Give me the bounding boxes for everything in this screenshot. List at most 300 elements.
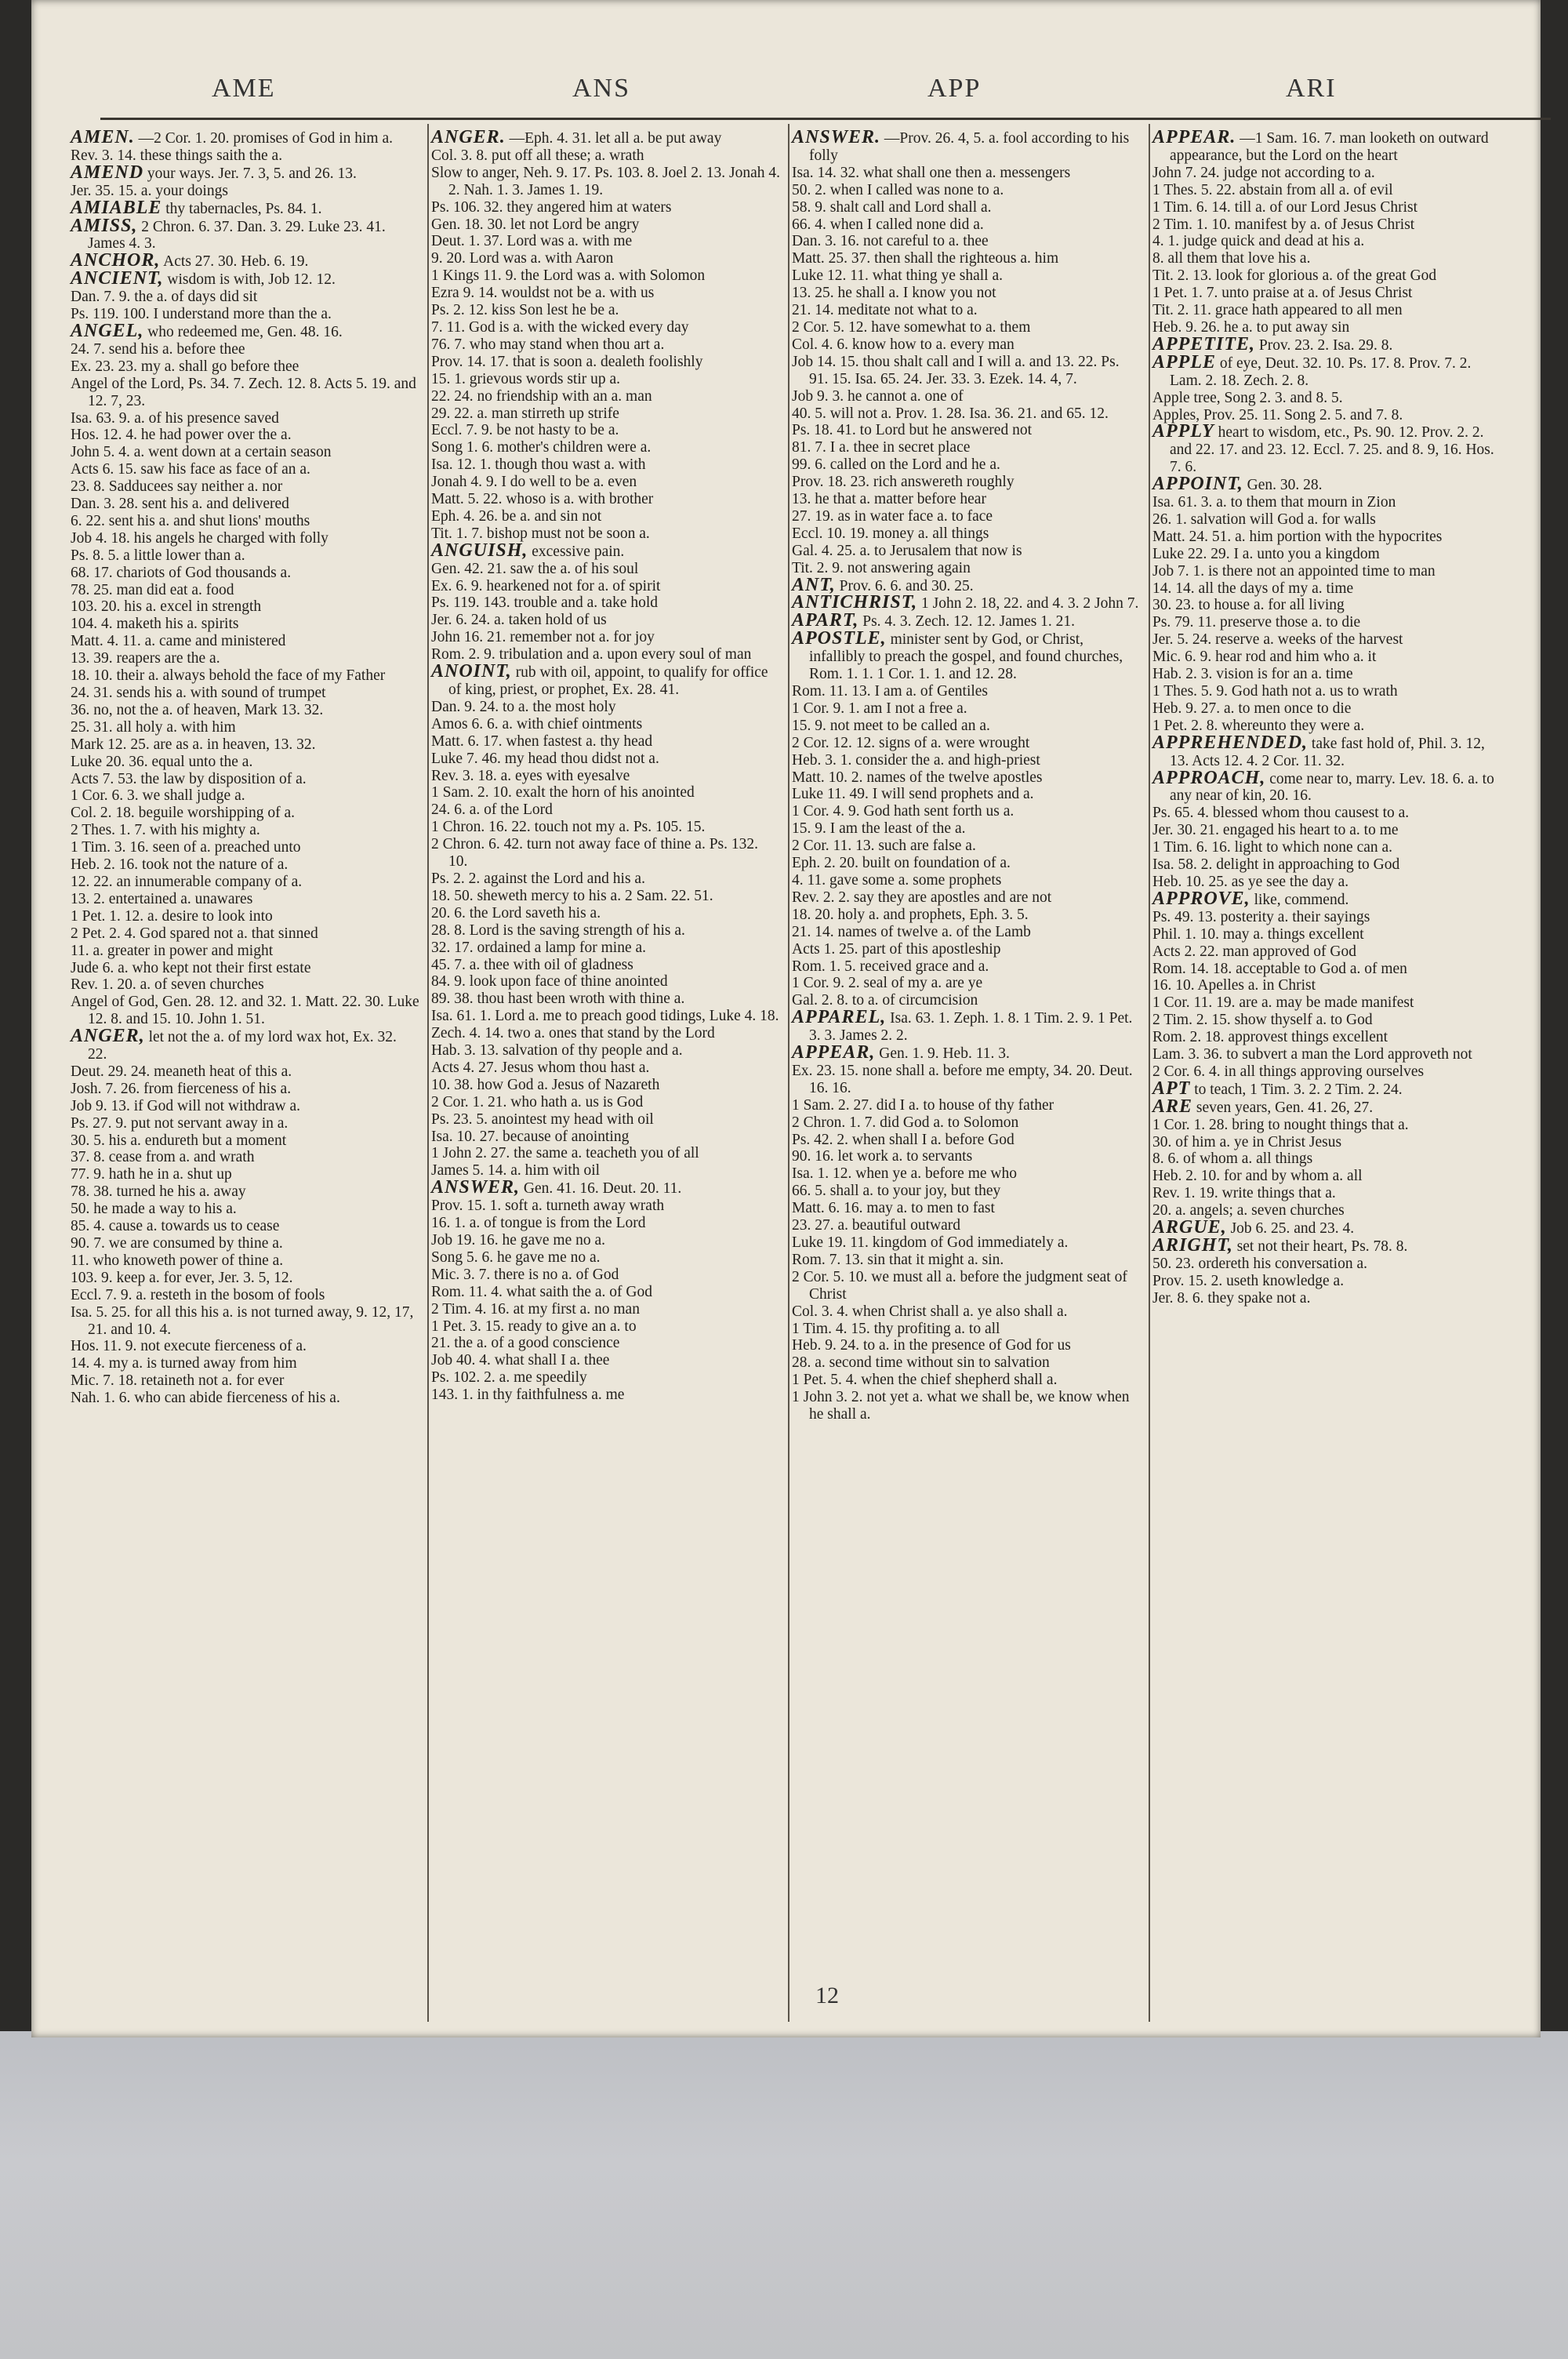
entry-text: —1 Sam. 16. 7. man looketh on outward appearance, but the Lord on the heart	[1170, 130, 1489, 164]
entry-text: 13. 39. reapers are the a.	[71, 650, 220, 667]
column-4	[1152, 129, 1501, 1307]
entry-text: 1 Tim. 6. 14. till a. of our Lord Jesus Christ	[1152, 198, 1418, 216]
column-divider	[788, 124, 789, 2022]
entry-text: Angel of God, Gen. 28. 12. and 32. 1. Matt. 22. 30. Luke 12. 8. and 15. 10. John 1. 51.	[71, 994, 419, 1028]
concordance-entry	[71, 943, 419, 960]
entry-text: 15. 9. I am the least of the a.	[792, 820, 966, 838]
entry-text: John 7. 24. judge not according to a.	[1152, 164, 1375, 181]
entry-text: Slow to anger, Neh. 9. 17. Ps. 103. 8. Joel 2. 13. Jonah 4. 2. Nah. 1. 3. James 1. 19.	[431, 164, 780, 198]
concordance-entry	[1152, 1168, 1501, 1185]
entry-text: 1 Pet. 3. 15. ready to give an a. to	[431, 1318, 637, 1335]
entry-text: 50. 2. when I called was none to a.	[792, 181, 1004, 198]
concordance-entry	[792, 267, 1141, 285]
concordance-entry	[71, 771, 419, 788]
concordance-entry	[71, 1081, 419, 1098]
concordance-entry	[431, 594, 780, 612]
entry-text: 18. 50. sheweth mercy to his a. 2 Sam. 22. 51.	[431, 887, 713, 904]
concordance-entry	[71, 496, 419, 513]
concordance-entry	[792, 233, 1141, 250]
entry-text: Luke 22. 29. I a. unto you a kingdom	[1152, 545, 1380, 562]
entry-text: Isa. 58. 2. delight in approaching to God	[1152, 856, 1400, 874]
entry-text: Rom. 11. 13. I am a. of Gentiles	[792, 683, 989, 700]
concordance-entry	[792, 354, 1141, 388]
entry-text: Ps. 42. 2. when shall I a. before God	[792, 1131, 1014, 1148]
entry-text: 1 Pet. 1. 12. a. desire to look into	[71, 907, 273, 925]
entry-text: Ps. 2. 2. against the Lord and his a.	[431, 870, 645, 887]
concordance-entry	[431, 456, 780, 474]
entry-text: Tit. 1. 7. bishop must not be soon a.	[431, 525, 650, 542]
entry-text: Hos. 11. 9. not execute fierceness of a.	[71, 1338, 307, 1355]
concordance-entry	[431, 165, 780, 199]
concordance-entry	[71, 1149, 419, 1166]
concordance-entry	[792, 165, 1141, 182]
entry-text: 14. 4. my a. is turned away from him	[71, 1355, 297, 1372]
concordance-entry	[792, 769, 1141, 787]
concordance-entry	[71, 341, 419, 358]
concordance-entry	[71, 427, 419, 444]
concordance-entry	[1152, 666, 1501, 683]
entry-text: Prov. 23. 2. Isa. 29. 8.	[1258, 336, 1393, 354]
entry-text: Matt. 6. 16. may a. to men to fast	[792, 1200, 995, 1217]
headword-entry	[71, 162, 419, 183]
concordance-entry	[792, 1097, 1141, 1114]
entry-text: Eph. 4. 26. be a. and sin not	[431, 507, 602, 525]
concordance-entry	[792, 543, 1141, 560]
concordance-entry	[792, 752, 1141, 769]
headword-entry	[1152, 1235, 1501, 1256]
entry-text: Jer. 5. 24. reserve a. weeks of the harvest	[1152, 631, 1403, 649]
concordance-entry	[71, 598, 419, 616]
entry-text: 50. he made a way to his a.	[71, 1201, 237, 1218]
entry-text: 7. 11. God is a. with the wicked every day	[431, 318, 689, 336]
entry-text: Col. 2. 18. beguile worshipping of a.	[71, 805, 295, 822]
concordance-entry	[792, 319, 1141, 336]
concordance-entry	[792, 302, 1141, 319]
concordance-entry	[431, 940, 780, 957]
concordance-entry	[71, 719, 419, 736]
entry-text: 1 Thes. 5. 9. God hath not a. us to wrath	[1152, 683, 1398, 700]
concordance-entry	[792, 1217, 1141, 1234]
concordance-entry	[792, 422, 1141, 439]
entry-text: Job 4. 18. his angels he charged with folly	[71, 529, 328, 547]
concordance-entry	[71, 1252, 419, 1270]
entry-text: Ex. 23. 23. my a. shall go before thee	[71, 358, 299, 375]
entry-text: Rom. 2. 18. approvest things excellent	[1152, 1029, 1388, 1046]
entry-text: 2 Thes. 1. 7. with his mighty a.	[71, 822, 260, 839]
entry-text: 1 Cor. 9. 2. seal of my a. are ye	[792, 975, 983, 992]
concordance-entry	[1152, 994, 1501, 1012]
entry-text: Jer. 6. 24. a. taken hold of us	[431, 612, 607, 629]
headword-entry	[792, 1042, 1141, 1063]
concordance-entry	[431, 1352, 780, 1369]
concordance-entry	[71, 650, 419, 667]
concordance-entry	[431, 474, 780, 491]
concordance-entry	[71, 1355, 419, 1372]
entry-text: —Prov. 26. 4, 5. a. fool according to his folly	[809, 130, 1130, 164]
concordance-entry	[71, 822, 419, 839]
entry-text: 30. 5. his a. endureth but a moment	[71, 1132, 287, 1149]
concordance-entry	[71, 754, 419, 771]
entry-text: Acts 7. 53. the law by disposition of a.	[71, 770, 307, 787]
concordance-entry	[1152, 1117, 1501, 1134]
entry-text: Isa. 61. 1. Lord a. me to preach good tidings, Luke 4. 18.	[431, 1008, 779, 1025]
entry-text: let not the a. of my lord wax hot, Ex. 32. 22.	[88, 1029, 397, 1063]
concordance-entry	[71, 616, 419, 633]
entry-text: Isa. 63. 1. Zeph. 1. 8. 1 Tim. 2. 9. 1 Pet. 3. 3. James 2. 2.	[809, 1010, 1133, 1045]
concordance-entry	[71, 1063, 419, 1081]
concordance-entry	[1152, 1150, 1501, 1168]
concordance-entry	[431, 336, 780, 354]
entry-text: 1 John 2. 18, 22. and 4. 3. 2 John 7.	[921, 595, 1139, 612]
entry-text: —Eph. 4. 31. let all a. be put away	[509, 130, 722, 147]
headword: APPETITE,	[1152, 333, 1256, 354]
entry-text: Job 7. 1. is there not an appointed time to man	[1152, 562, 1436, 580]
entry-text: Heb. 2. 16. took not the nature of a.	[71, 856, 289, 874]
entry-text: 66. 5. shall a. to your joy, but they	[792, 1183, 1001, 1200]
entry-text: 78. 38. turned he his a. away	[71, 1183, 246, 1201]
concordance-entry	[431, 768, 780, 785]
concordance-entry	[792, 285, 1141, 302]
concordance-entry	[792, 1183, 1141, 1200]
headword: ANGEL,	[71, 320, 144, 341]
entry-text: 22. 24. no friendship with an a. man	[431, 387, 652, 405]
headword: APPAREL,	[792, 1007, 887, 1028]
entry-text: Isa. 1. 12. when ye a. before me who	[792, 1165, 1017, 1183]
entry-text: Song 5. 6. he gave me no a.	[431, 1249, 601, 1266]
headword: ANT,	[792, 574, 836, 595]
entry-text: Phil. 1. 10. may a. things excellent	[1152, 925, 1364, 943]
running-head-left: AME	[212, 74, 276, 103]
concordance-entry	[71, 1098, 419, 1115]
concordance-entry	[792, 1234, 1141, 1252]
concordance-entry	[431, 578, 780, 595]
entry-text: 1 Tim. 3. 16. seen of a. preached unto	[71, 839, 301, 856]
entry-text: 103. 9. keep a. for ever, Jer. 3. 5, 12.	[71, 1269, 293, 1286]
concordance-entry	[792, 941, 1141, 958]
concordance-entry	[1152, 216, 1501, 234]
concordance-entry	[792, 1114, 1141, 1132]
entry-text: Ps. 65. 4. blessed whom thou causest to a.	[1152, 805, 1410, 822]
entry-text: 1 Pet. 2. 8. whereunto they were a.	[1152, 717, 1365, 734]
headword-entry	[1152, 1096, 1501, 1117]
concordance-entry	[431, 733, 780, 751]
concordance-entry	[71, 461, 419, 478]
entry-text: 16. 10. Apelles a. in Christ	[1152, 977, 1316, 994]
concordance-entry	[431, 1094, 780, 1111]
entry-text: 2 Pet. 2. 4. God spared not a. that sinned	[71, 925, 318, 942]
entry-text: Angel of the Lord, Ps. 34. 7. Zech. 12. 8. Acts 5. 19. and 12. 7, 23.	[71, 375, 416, 409]
concordance-entry	[431, 1060, 780, 1077]
concordance-entry	[431, 716, 780, 733]
headword: APPEAR,	[792, 1042, 876, 1063]
entry-text: 18. 20. holy a. and prophets, Eph. 3. 5.	[792, 906, 1029, 923]
entry-text: Mic. 7. 18. retaineth not a. for ever	[71, 1372, 285, 1390]
headword-entry	[431, 129, 780, 147]
headword: ARE	[1152, 1096, 1193, 1117]
entry-text: Ex. 23. 15. none shall a. before me empty, 34. 20. Deut. 16. 16.	[792, 1062, 1133, 1096]
concordance-entry	[71, 565, 419, 582]
entry-text: Gen. 1. 9. Heb. 11. 3.	[879, 1045, 1010, 1063]
concordance-entry	[71, 1338, 419, 1355]
entry-text: Eph. 2. 20. built on foundation of a.	[792, 855, 1011, 872]
concordance-entry	[431, 147, 780, 165]
entry-text: Rev. 2. 2. say they are apostles and are not	[792, 889, 1052, 906]
entry-text: 66. 4. when I called none did a.	[792, 216, 984, 233]
concordance-entry	[792, 1389, 1141, 1423]
concordance-entry	[1152, 285, 1501, 302]
entry-text: Gal. 2. 8. to a. of circumcision	[792, 992, 978, 1009]
concordance-entry	[71, 891, 419, 908]
entry-text: 99. 6. called on the Lord and he a.	[792, 456, 1000, 474]
concordance-entry	[1152, 1046, 1501, 1063]
headword-entry	[71, 320, 419, 341]
entry-text: 1 Cor. 11. 19. are a. may be made manifest	[1152, 994, 1414, 1012]
concordance-entry	[431, 1077, 780, 1094]
entry-text: 1 Cor. 6. 3. we shall judge a.	[71, 787, 245, 805]
entry-text: 20. 6. the Lord saveth his a.	[431, 904, 601, 921]
entry-text: Luke 12. 11. what thing ye shall a.	[792, 267, 1003, 285]
entry-text: 20. a. angels; a. seven churches	[1152, 1202, 1345, 1219]
entry-text: Rom. 2. 9. tribulation and a. upon every soul of man	[431, 646, 752, 663]
concordance-entry	[71, 1201, 419, 1218]
concordance-entry	[431, 1301, 780, 1318]
concordance-entry	[792, 1063, 1141, 1097]
entry-text: Ps. 27. 9. put not servant away in a.	[71, 1114, 289, 1132]
concordance-entry	[1152, 233, 1501, 250]
concordance-entry	[431, 216, 780, 234]
entry-text: Ps. 119. 100. I understand more than the a.	[71, 306, 332, 323]
entry-text: Josh. 7. 26. from fierceness of his a.	[71, 1080, 292, 1097]
concordance-entry	[1152, 805, 1501, 822]
entry-text: 2 Cor. 1. 21. who hath a. us is God	[431, 1093, 644, 1110]
entry-text: 1 Pet. 5. 4. when the chief shepherd shall a.	[792, 1372, 1058, 1389]
concordance-entry	[792, 924, 1141, 941]
concordance-entry	[431, 784, 780, 801]
running-head-third: APP	[927, 74, 982, 103]
concordance-entry	[431, 905, 780, 922]
entry-text: 1 John 3. 2. not yet a. what we shall be, we know when he shall a.	[792, 1389, 1130, 1423]
entry-text: Heb. 9. 24. to a. in the presence of God for us	[792, 1337, 1071, 1354]
concordance-entry	[1152, 1256, 1501, 1273]
entry-text: 2 Tim. 4. 16. at my first a. no man	[431, 1300, 640, 1318]
entry-text: 15. 9. not meet to be called an a.	[792, 717, 990, 734]
entry-text: 2 Tim. 2. 15. show thyself a. to God	[1152, 1012, 1373, 1029]
entry-text: 9. 20. Lord was a. with Aaron	[431, 250, 614, 267]
entry-text: 76. 7. who may stand when thou art a.	[431, 336, 665, 353]
concordance-entry	[431, 1198, 780, 1215]
concordance-entry	[792, 388, 1141, 405]
entry-text: 8. all them that love his a.	[1152, 250, 1311, 267]
headword: APT	[1152, 1078, 1191, 1099]
concordance-entry	[1152, 1063, 1501, 1081]
concordance-entry	[1152, 182, 1501, 199]
concordance-entry	[431, 1369, 780, 1387]
headword-entry	[792, 628, 1141, 683]
entry-text: Luke 20. 36. equal unto the a.	[71, 753, 253, 770]
entry-text: 103. 20. his a. excel in strength	[71, 598, 262, 616]
entry-text: 68. 17. chariots of God thousands a.	[71, 564, 292, 581]
concordance-entry	[1152, 839, 1501, 856]
concordance-entry	[792, 975, 1141, 992]
entry-text: thy tabernacles, Ps. 84. 1.	[165, 200, 322, 217]
entry-text: 50. 23. ordereth his conversation a.	[1152, 1255, 1368, 1272]
concordance-entry	[792, 182, 1141, 199]
entry-text: 23. 27. a. beautiful outward	[792, 1217, 960, 1234]
entry-text: Matt. 5. 22. whoso is a. with brother	[431, 491, 654, 508]
concordance-entry	[1152, 700, 1501, 718]
entry-text: 32. 17. ordained a lamp for mine a.	[431, 939, 646, 956]
concordance-entry	[792, 838, 1141, 855]
entry-text: Heb. 3. 1. consider the a. and high-priest	[792, 751, 1040, 769]
concordance-entry	[431, 751, 780, 768]
column-divider	[427, 124, 429, 2022]
concordance-entry	[71, 530, 419, 547]
entry-text: Heb. 10. 25. as ye see the day a.	[1152, 873, 1349, 890]
entry-text: Rev. 3. 18. a. eyes with eyesalve	[431, 767, 630, 784]
concordance-entry	[431, 957, 780, 974]
concordance-entry	[71, 1270, 419, 1287]
concordance-entry	[431, 1249, 780, 1267]
entry-text: Dan. 3. 28. sent his a. and delivered	[71, 496, 289, 513]
headword-entry	[1152, 767, 1501, 805]
entry-text: 84. 9. look upon face of thine anointed	[431, 973, 668, 990]
concordance-entry	[792, 336, 1141, 354]
entry-text: like, commend.	[1254, 891, 1349, 908]
concordance-entry	[792, 683, 1141, 700]
background-surface	[0, 2031, 1568, 2359]
concordance-entry	[792, 735, 1141, 752]
entry-text: 21. the a. of a good conscience	[431, 1335, 620, 1352]
entry-text: Nah. 1. 6. who can abide fierceness of his a.	[71, 1390, 340, 1407]
entry-text: Tit. 2. 11. grace hath appeared to all men	[1152, 302, 1403, 319]
entry-text: Ps. 4. 3. Zech. 12. 12. James 1. 21.	[862, 613, 1076, 631]
entry-text: of eye, Deut. 32. 10. Ps. 17. 8. Prov. 7. 2. Lam. 2. 18. Zech. 2. 8.	[1170, 354, 1472, 389]
entry-text: Rev. 1. 19. write things that a.	[1152, 1185, 1336, 1202]
concordance-entry	[1152, 165, 1501, 182]
headword: AMISS,	[71, 215, 138, 236]
headword: ANOINT,	[431, 661, 512, 682]
concordance-entry	[792, 1165, 1141, 1183]
column-divider	[1149, 124, 1150, 2022]
concordance-entry	[792, 700, 1141, 718]
concordance-entry	[792, 907, 1141, 924]
entry-text: Ps. 119. 143. trouble and a. take hold	[431, 594, 659, 612]
entry-text: 4. 1. judge quick and dead at his a.	[1152, 233, 1365, 250]
headword-entry	[71, 268, 419, 289]
concordance-entry	[431, 836, 780, 871]
entry-text: Gen. 18. 30. let not Lord be angry	[431, 216, 640, 233]
headword-entry	[1152, 888, 1501, 909]
entry-text: 1 Kings 11. 9. the Lord was a. with Solomon	[431, 267, 706, 285]
concordance-entry	[1152, 856, 1501, 874]
entry-text: Eccl. 10. 19. money a. all things	[792, 525, 989, 542]
entry-text: Apples, Prov. 25. 11. Song 2. 5. and 7. 8.	[1152, 406, 1403, 423]
entry-text: Matt. 6. 17. when fastest a. thy head	[431, 732, 653, 750]
concordance-entry	[431, 922, 780, 940]
concordance-entry	[792, 1132, 1141, 1149]
concordance-entry	[792, 855, 1141, 872]
entry-text: 2 Chron. 6. 37. Dan. 3. 29. Luke 23. 41. James 4. 3.	[88, 218, 386, 253]
concordance-entry	[71, 976, 419, 994]
entry-text: Prov. 6. 6. and 30. 25.	[839, 577, 974, 594]
concordance-entry	[1152, 1273, 1501, 1290]
entry-text: 45. 7. a. thee with oil of gladness	[431, 956, 633, 973]
entry-text: Jude 6. a. who kept not their first estate	[71, 959, 311, 976]
entry-text: Ps. 2. 12. kiss Son lest he be a.	[431, 302, 619, 319]
entry-text: Prov. 15. 1. soft a. turneth away wrath	[431, 1198, 665, 1215]
entry-text: Rom. 14. 18. acceptable to God a. of men	[1152, 960, 1407, 977]
concordance-entry	[792, 1354, 1141, 1372]
entry-text: 1 Chron. 16. 22. touch not my a. Ps. 105. 15.	[431, 819, 706, 836]
concordance-entry	[792, 491, 1141, 508]
header-rule	[100, 118, 1551, 120]
running-head-right: ARI	[1286, 74, 1337, 103]
entry-text: Acts 6. 15. saw his face as face of an a.	[71, 461, 310, 478]
concordance-entry	[71, 376, 419, 410]
concordance-entry	[71, 856, 419, 874]
concordance-entry	[792, 786, 1141, 803]
headword: APPOINT,	[1152, 474, 1243, 495]
concordance-entry	[792, 1372, 1141, 1389]
entry-text: minister sent by God, or Christ, infallibly to preach the gospel, and found churches, Rom. 1. 1. 1 Cor. 1. 1. and 12. 28.	[809, 631, 1123, 683]
concordance-entry	[431, 371, 780, 388]
headword: APPLE	[1152, 351, 1216, 373]
concordance-entry	[71, 667, 419, 685]
entry-text: 30. of him a. ye in Christ Jesus	[1152, 1133, 1342, 1150]
concordance-entry	[1152, 250, 1501, 267]
concordance-entry	[1152, 511, 1501, 529]
entry-text: 28. 8. Lord is the saving strength of his a.	[431, 921, 685, 939]
headword: AMEN.	[71, 127, 135, 147]
headword-entry	[431, 1177, 780, 1198]
concordance-entry	[71, 1166, 419, 1183]
entry-text: come near to, marry. Lev. 18. 6. a. to any near of kin, 20. 16.	[1170, 770, 1494, 805]
entry-text: 13. 25. he shall a. I know you not	[792, 285, 996, 302]
concordance-entry	[431, 699, 780, 716]
entry-text: 30. 23. to house a. for all living	[1152, 597, 1345, 614]
concordance-entry	[431, 508, 780, 525]
concordance-entry	[71, 685, 419, 702]
entry-text: wisdom is with, Job 12. 12.	[167, 271, 336, 289]
entry-text: Acts 4. 27. Jesus whom thou hast a.	[431, 1059, 650, 1076]
entry-text: 77. 9. hath he in a. shut up	[71, 1166, 232, 1183]
entry-text: Ps. 8. 5. a little lower than a.	[71, 547, 245, 564]
headword-entry	[792, 129, 1141, 165]
entry-text: John 5. 4. a. went down at a certain season	[71, 444, 332, 461]
entry-text: Ps. 23. 5. anointest my head with oil	[431, 1110, 654, 1128]
entry-text: 1 Cor. 1. 28. bring to nought things that a.	[1152, 1116, 1409, 1133]
concordance-entry	[431, 1042, 780, 1060]
headword: APOSTLE,	[792, 628, 887, 649]
entry-text: Matt. 25. 37. then shall the righteous a. him	[792, 250, 1059, 267]
concordance-entry	[71, 444, 419, 461]
concordance-entry	[71, 1235, 419, 1252]
entry-text: Job 9. 3. he cannot a. one of	[792, 387, 964, 405]
entry-text: Ezra 9. 14. wouldst not be a. with us	[431, 285, 655, 302]
concordance-entry	[1152, 199, 1501, 216]
entry-text: Matt. 4. 11. a. came and ministered	[71, 633, 286, 650]
headword: ANTICHRIST,	[792, 592, 918, 613]
concordance-entry	[792, 1148, 1141, 1165]
entry-text: to teach, 1 Tim. 3. 2. 2 Tim. 2. 24.	[1194, 1081, 1403, 1098]
entry-text: take fast hold of, Phil. 3. 12, 13. Acts 12. 4. 2 Cor. 11. 32.	[1170, 735, 1485, 769]
entry-text: Isa. 12. 1. though thou wast a. with	[431, 456, 646, 474]
entry-text: Col. 3. 4. when Christ shall a. ye also shall a.	[792, 1303, 1068, 1320]
entry-text: 16. 1. a. of tongue is from the Lord	[431, 1215, 646, 1232]
concordance-entry	[431, 439, 780, 456]
concordance-entry	[1152, 683, 1501, 700]
entry-text: Rev. 1. 20. a. of seven churches	[71, 976, 264, 994]
